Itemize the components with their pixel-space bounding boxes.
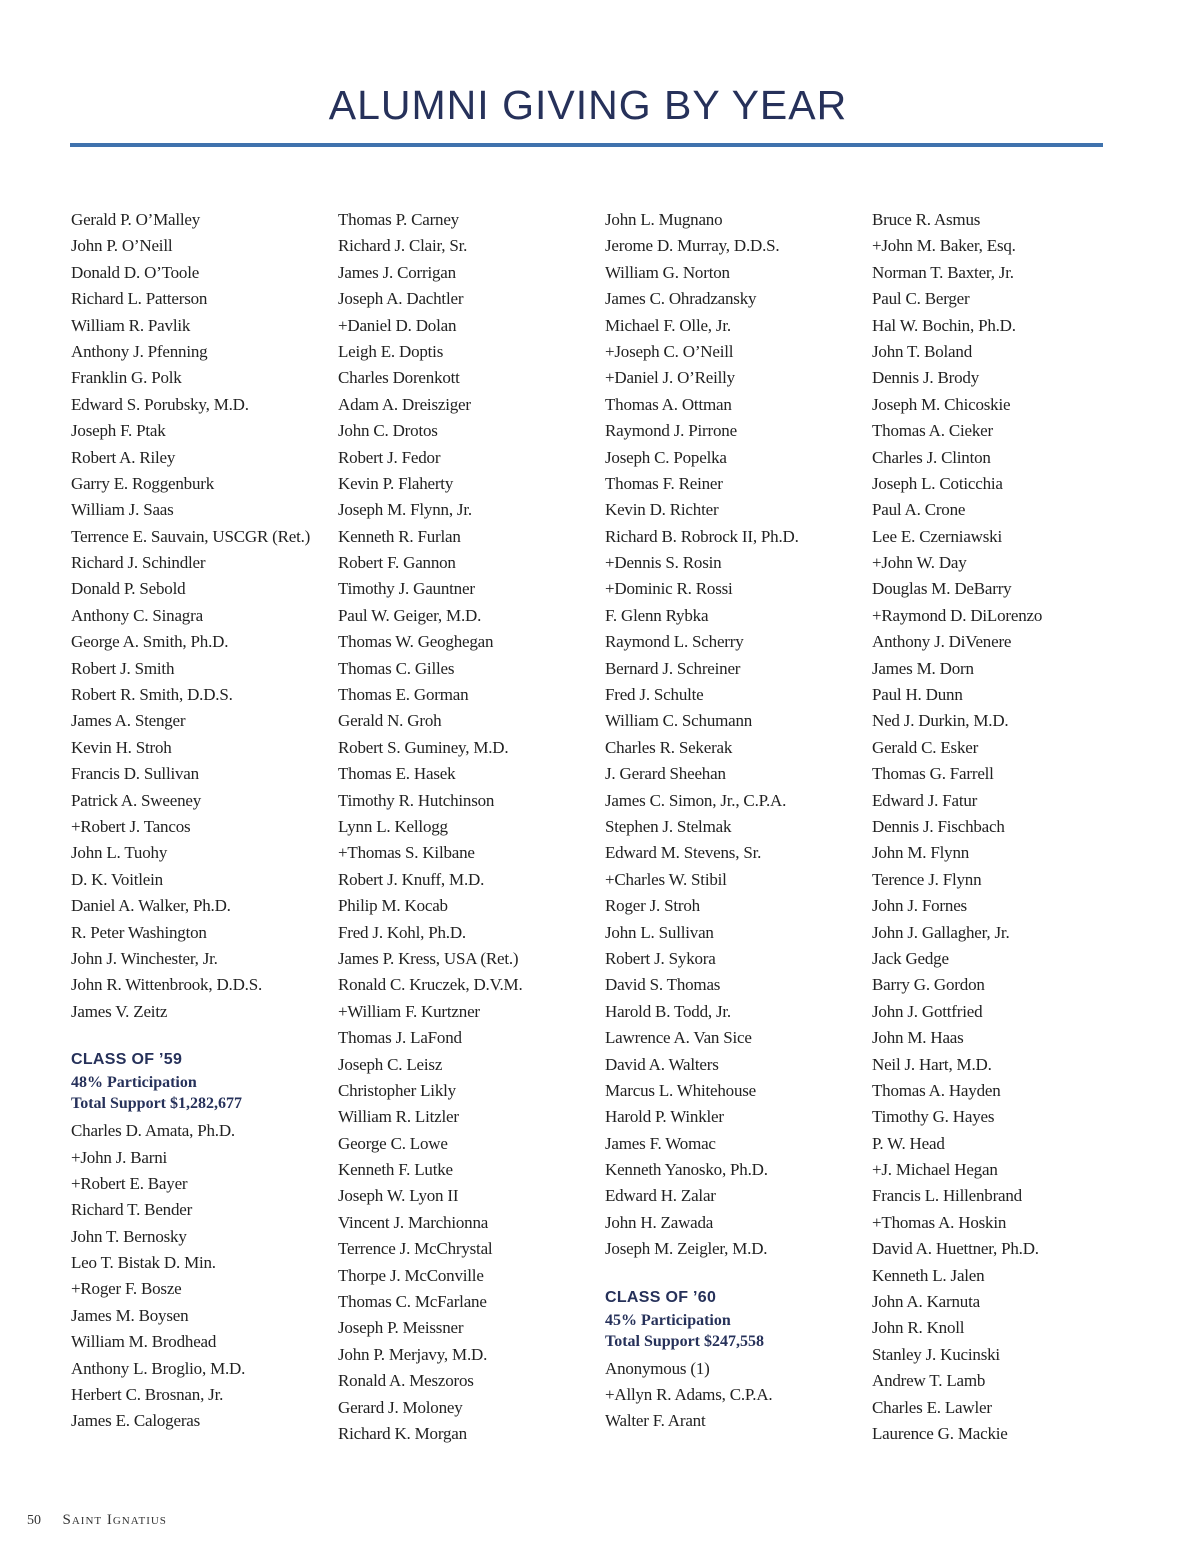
participation-rate: 45% Participation: [605, 1311, 731, 1329]
donor-name: +Joseph C. O’Neill: [605, 341, 734, 361]
donor-name: Timothy G. Hayes: [872, 1107, 995, 1127]
donor-name: James M. Dorn: [872, 658, 974, 678]
donor-name: Anonymous (1): [605, 1358, 710, 1378]
donor-name: John P. Merjavy, M.D.: [338, 1344, 488, 1364]
donor-name: John R. Wittenbrook, D.D.S.: [71, 975, 262, 995]
donor-name: Neil J. Hart, M.D.: [872, 1054, 992, 1074]
donor-name: Leigh E. Doptis: [338, 341, 444, 361]
donor-name: Robert J. Fedor: [338, 447, 441, 467]
donor-name: James P. Kress, USA (Ret.): [338, 948, 519, 968]
class-heading: CLASS OF ’60: [605, 1288, 717, 1306]
donor-name: Lee E. Czerniawski: [872, 526, 1002, 546]
page-title: ALUMNI GIVING BY YEAR: [328, 82, 848, 128]
donor-name: John M. Haas: [872, 1028, 964, 1048]
donor-name: Laurence G. Mackie: [872, 1423, 1008, 1443]
donor-name: +John M. Baker, Esq.: [872, 236, 1016, 256]
donor-name: Francis L. Hillenbrand: [872, 1186, 1022, 1206]
donor-name: Joseph M. Flynn, Jr.: [338, 500, 472, 520]
donor-name: Gerald N. Groh: [338, 711, 442, 731]
donor-name: Terence J. Flynn: [872, 869, 982, 889]
donor-name: James C. Simon, Jr., C.P.A.: [605, 790, 787, 810]
donor-name: Richard J. Schindler: [71, 553, 206, 573]
donor-name: Richard L. Patterson: [71, 289, 208, 309]
donor-name: +William F. Kurtzner: [338, 1001, 480, 1021]
donor-name: Ronald C. Kruczek, D.V.M.: [338, 975, 523, 995]
donor-name: Gerald C. Esker: [872, 737, 979, 757]
donor-name: David S. Thomas: [605, 975, 721, 995]
donor-name: Robert J. Knuff, M.D.: [338, 869, 485, 889]
donor-name: Fred J. Kohl, Ph.D.: [338, 922, 466, 942]
donor-name: Christopher Likly: [338, 1080, 456, 1100]
donor-name: Joseph C. Popelka: [605, 447, 727, 467]
donor-name: Timothy R. Hutchinson: [338, 790, 495, 810]
donor-name: Thomas C. Gilles: [338, 658, 455, 678]
donor-name: Kenneth F. Lutke: [338, 1160, 453, 1180]
donor-name: Charles R. Sekerak: [605, 737, 733, 757]
donor-name: John A. Karnuta: [872, 1292, 980, 1312]
donor-name: Garry E. Roggenburk: [71, 473, 215, 493]
donor-name: D. K. Voitlein: [71, 869, 163, 889]
donor-name: Roger J. Stroh: [605, 896, 700, 916]
donor-name: John M. Flynn: [872, 843, 970, 863]
donor-name: Thomas A. Cieker: [872, 421, 993, 441]
donor-name: Jack Gedge: [872, 948, 949, 968]
donor-name: David A. Walters: [605, 1054, 719, 1074]
donor-name: Richard T. Bender: [71, 1200, 193, 1220]
page-footer: [27, 1512, 167, 1529]
donor-name: Ned J. Durkin, M.D.: [872, 711, 1009, 731]
donor-name: John T. Boland: [872, 341, 972, 361]
page-number: 50: [27, 1513, 41, 1528]
donor-name: Paul H. Dunn: [872, 685, 963, 705]
donor-name: George A. Smith, Ph.D.: [71, 632, 229, 652]
donor-name: Raymond J. Pirrone: [605, 421, 737, 441]
donor-name: Anthony J. DiVenere: [872, 632, 1012, 652]
donor-name: Raymond L. Scherry: [605, 632, 744, 652]
donor-name: Charles E. Lawler: [872, 1397, 992, 1417]
donor-name: Dennis J. Brody: [872, 368, 980, 388]
donor-name: James A. Stenger: [71, 711, 186, 731]
donor-name: Lawrence A. Van Sice: [605, 1028, 752, 1048]
donor-name: Thomas A. Ottman: [605, 394, 732, 414]
donor-name: James C. Ohradzansky: [605, 289, 757, 309]
donor-name: Bernard J. Schreiner: [605, 658, 741, 678]
donor-name: +Allyn R. Adams, C.P.A.: [605, 1385, 773, 1405]
donor-name: Norman T. Baxter, Jr.: [872, 262, 1014, 282]
donor-name: Joseph C. Leisz: [338, 1054, 443, 1074]
donor-name: Kenneth R. Furlan: [338, 526, 461, 546]
donor-name: Francis D. Sullivan: [71, 764, 199, 784]
donor-name: Gerald P. O’Malley: [71, 210, 201, 229]
donor-name: Dennis J. Fischbach: [872, 816, 1005, 836]
donor-name: James M. Boysen: [71, 1305, 189, 1325]
donor-name: Vincent J. Marchionna: [338, 1212, 489, 1232]
donor-name: Charles J. Clinton: [872, 447, 991, 467]
donor-name: +John J. Barni: [71, 1147, 168, 1167]
donor-name: Donald P. Sebold: [71, 579, 186, 599]
donor-name: Richard J. Clair, Sr.: [338, 236, 468, 256]
donor-name: Thomas A. Hayden: [872, 1080, 1001, 1100]
donor-name: Thomas C. McFarlane: [338, 1292, 487, 1312]
donor-name: James F. Womac: [605, 1133, 716, 1153]
donor-name: Harold B. Todd, Jr.: [605, 1001, 731, 1021]
donor-name: William J. Saas: [71, 500, 174, 520]
donor-name: +Robert E. Bayer: [71, 1173, 188, 1193]
column-2: [338, 207, 598, 1447]
donor-name: Walter F. Arant: [605, 1411, 706, 1431]
donor-name: Fred J. Schulte: [605, 685, 704, 705]
donor-name: Joseph M. Zeigler, M.D.: [605, 1239, 768, 1259]
donor-name: John P. O’Neill: [71, 236, 173, 256]
donor-name: James J. Corrigan: [338, 262, 456, 282]
donor-name: John C. Drotos: [338, 421, 438, 441]
donor-name: Thomas G. Farrell: [872, 764, 994, 784]
donor-name: Harold P. Winkler: [605, 1107, 724, 1127]
column-1: [71, 207, 331, 1435]
donor-name: +Daniel J. O’Reilly: [605, 368, 735, 388]
donor-name: +John W. Day: [872, 553, 967, 573]
donor-name: John L. Sullivan: [605, 922, 714, 942]
donor-name: Robert J. Smith: [71, 658, 175, 678]
donor-name: Kevin H. Stroh: [71, 737, 172, 757]
donor-name: John T. Bernosky: [71, 1226, 187, 1246]
donor-name: Michael F. Olle, Jr.: [605, 315, 731, 335]
donor-name: Thomas J. LaFond: [338, 1028, 462, 1048]
donor-name: William G. Norton: [605, 262, 730, 282]
donor-name: +Daniel D. Dolan: [338, 315, 457, 335]
donor-name: Charles Dorenkott: [338, 368, 460, 388]
donor-name: Joseph P. Meissner: [338, 1318, 464, 1338]
donor-name: William R. Litzler: [338, 1107, 459, 1127]
donor-name: Charles D. Amata, Ph.D.: [71, 1121, 235, 1141]
donor-name: William C. Schumann: [605, 711, 753, 731]
donor-name: +Robert J. Tancos: [71, 816, 191, 836]
total-support: Total Support $1,282,677: [71, 1095, 242, 1113]
donor-name: Anthony J. Pfenning: [71, 341, 208, 361]
donor-name: +Dominic R. Rossi: [605, 579, 733, 599]
donor-name: Edward S. Porubsky, M.D.: [71, 394, 249, 414]
donor-name: William R. Pavlik: [71, 315, 191, 335]
donor-name: James V. Zeitz: [71, 1001, 168, 1021]
donor-name: Thorpe J. McConville: [338, 1265, 484, 1285]
donor-name: Bruce R. Asmus: [872, 210, 981, 229]
title-rule: [70, 143, 1103, 147]
donor-name: Donald D. O’Toole: [71, 262, 200, 282]
donor-name: Stanley J. Kucinski: [872, 1344, 1000, 1364]
donor-name: Terrence J. McChrystal: [338, 1239, 493, 1259]
donor-name: Joseph M. Chicoskie: [872, 394, 1011, 414]
donor-name: P. W. Head: [872, 1133, 945, 1153]
donor-name: Joseph L. Coticchia: [872, 473, 1003, 493]
donor-name: William M. Brodhead: [71, 1332, 217, 1352]
donor-name: Patrick A. Sweeney: [71, 790, 202, 810]
donor-name: Adam A. Dreisziger: [338, 394, 471, 414]
donor-name: Douglas M. DeBarry: [872, 579, 1012, 599]
donor-name: Joseph W. Lyon II: [338, 1186, 459, 1206]
donor-name: Thomas F. Reiner: [605, 473, 723, 493]
donor-name: +Dennis S. Rosin: [605, 553, 722, 573]
donor-name: +J. Michael Hegan: [872, 1160, 998, 1180]
donor-name: Paul A. Crone: [872, 500, 966, 520]
donor-name: Anthony L. Broglio, M.D.: [71, 1358, 246, 1378]
donor-name: Paul C. Berger: [872, 289, 970, 309]
donor-name: Timothy J. Gauntner: [338, 579, 475, 599]
donor-name: +Charles W. Stibil: [605, 869, 727, 889]
donor-name: Thomas E. Hasek: [338, 764, 456, 784]
donor-name: F. Glenn Rybka: [605, 605, 709, 625]
participation-rate: 48% Participation: [71, 1074, 197, 1092]
column-3: [605, 207, 865, 1435]
donor-name: Edward M. Stevens, Sr.: [605, 843, 762, 863]
donor-name: Jerome D. Murray, D.D.S.: [605, 236, 780, 256]
donor-name: Hal W. Bochin, Ph.D.: [872, 315, 1016, 335]
donor-name: John J. Gottfried: [872, 1001, 983, 1021]
donor-name: Lynn L. Kellogg: [338, 816, 448, 836]
donor-name: Franklin G. Polk: [71, 368, 182, 388]
donor-name: Robert R. Smith, D.D.S.: [71, 685, 233, 705]
donor-name: Marcus L. Whitehouse: [605, 1080, 757, 1100]
donor-name: Richard K. Morgan: [338, 1423, 467, 1443]
donor-name: Joseph F. Ptak: [71, 421, 166, 441]
donor-name: Stephen J. Stelmak: [605, 816, 732, 836]
donor-name: Ronald A. Meszoros: [338, 1371, 474, 1391]
donor-name: Herbert C. Brosnan, Jr.: [71, 1385, 224, 1405]
donor-name: Kenneth Yanosko, Ph.D.: [605, 1160, 768, 1180]
donor-name: Thomas W. Geoghegan: [338, 632, 494, 652]
donor-name: George C. Lowe: [338, 1133, 448, 1153]
donor-name: James E. Calogeras: [71, 1411, 201, 1431]
donor-name: Andrew T. Lamb: [872, 1371, 986, 1391]
donor-name: Barry G. Gordon: [872, 975, 985, 995]
donor-name: Robert S. Guminey, M.D.: [338, 737, 509, 757]
donor-name: Richard B. Robrock II, Ph.D.: [605, 526, 799, 546]
donor-name: John L. Tuohy: [71, 843, 168, 863]
donor-name: Robert J. Sykora: [605, 948, 716, 968]
donor-name: John R. Knoll: [872, 1318, 965, 1338]
publication-name: Saint Ignatius: [62, 1512, 167, 1528]
donor-name: Kevin P. Flaherty: [338, 473, 454, 493]
donor-name: Thomas E. Gorman: [338, 685, 469, 705]
donor-name: J. Gerard Sheehan: [605, 764, 726, 784]
donor-name: +Roger F. Bosze: [71, 1279, 182, 1299]
class-heading: CLASS OF ’59: [71, 1051, 183, 1069]
donor-name: R. Peter Washington: [71, 922, 207, 942]
donor-name: Daniel A. Walker, Ph.D.: [71, 896, 231, 916]
donor-name: David A. Huettner, Ph.D.: [872, 1239, 1039, 1259]
donor-name: Robert A. Riley: [71, 447, 176, 467]
donor-name: +Thomas A. Hoskin: [872, 1212, 1007, 1232]
donor-name: Thomas P. Carney: [338, 210, 459, 229]
donor-name: Anthony C. Sinagra: [71, 605, 203, 625]
donor-name: John J. Fornes: [872, 896, 967, 916]
donor-name: Edward J. Fatur: [872, 790, 978, 810]
donor-name: John H. Zawada: [605, 1212, 714, 1232]
total-support: Total Support $247,558: [605, 1332, 764, 1350]
donor-name: +Raymond D. DiLorenzo: [872, 605, 1043, 625]
donor-name: Philip M. Kocab: [338, 896, 448, 916]
donor-name: +Thomas S. Kilbane: [338, 843, 475, 863]
column-4: [872, 207, 1132, 1447]
donor-name: Gerard J. Moloney: [338, 1397, 463, 1417]
donor-name: John J. Winchester, Jr.: [71, 948, 218, 968]
donor-name: John J. Gallagher, Jr.: [872, 922, 1010, 942]
donor-name: Edward H. Zalar: [605, 1186, 716, 1206]
donor-name: Robert F. Gannon: [338, 553, 456, 573]
donor-name: Paul W. Geiger, M.D.: [338, 605, 482, 625]
donor-name: Leo T. Bistak D. Min.: [71, 1253, 216, 1273]
donor-name: John L. Mugnano: [605, 210, 723, 229]
donor-name: Kenneth L. Jalen: [872, 1265, 985, 1285]
donor-name: Joseph A. Dachtler: [338, 289, 464, 309]
donor-name: Terrence E. Sauvain, USCGR (Ret.): [71, 526, 311, 546]
donor-name: Kevin D. Richter: [605, 500, 719, 520]
